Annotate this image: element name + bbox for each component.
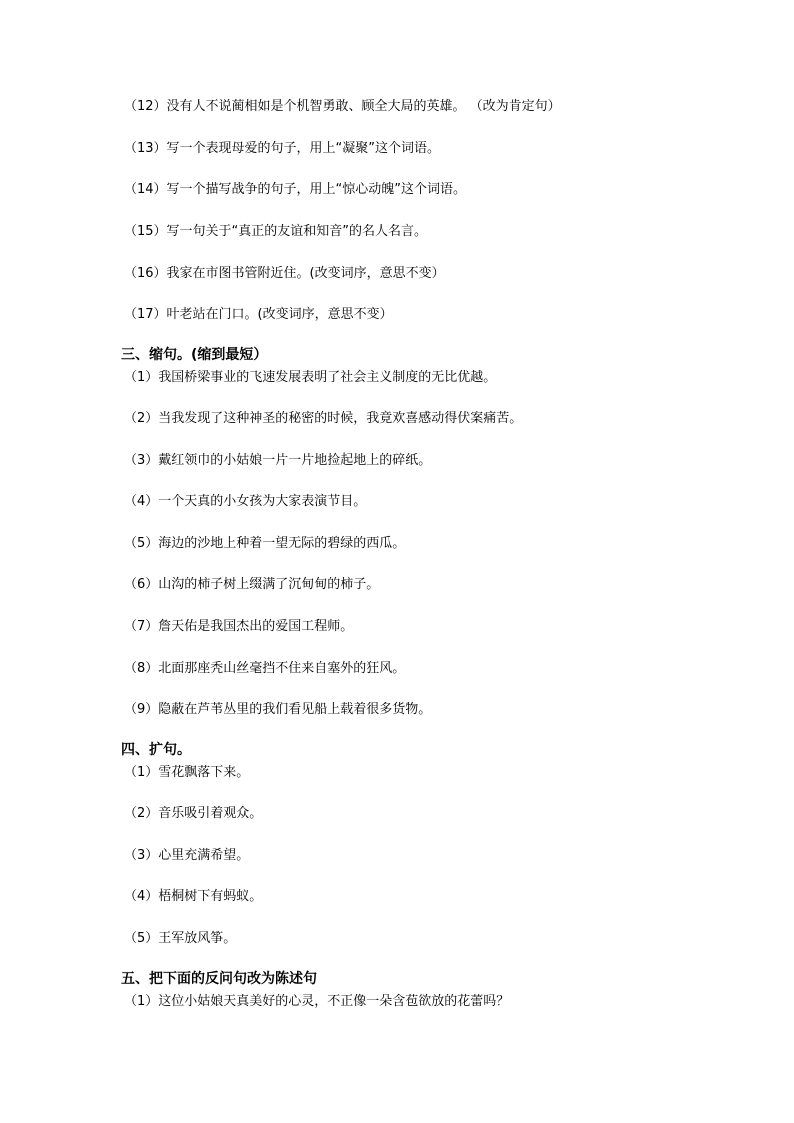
exercise-item-12: （12）没有人不说蔺相如是个机智勇敢、顾全大局的英雄。 （改为肯定句） [124,99,561,114]
section-4-item-3: （3）心里充满希望。 [124,848,250,863]
section-4-item-2: （2）音乐吸引着观众。 [124,806,263,821]
section-5-item-1: （1）这位小姑娘天真美好的心灵，不正像一朵含苞欲放的花蕾吗？ [124,994,510,1009]
section-3-item-6: （6）山沟的柿子树上缀满了沉甸甸的柿子。 [124,577,380,592]
section-4-item-4: （4）梧桐树下有蚂蚁。 [124,889,263,904]
section-4-heading: 四、扩句。 [121,742,191,758]
section-3-item-4: （4）一个天真的小女孩为大家表演节目。 [124,494,367,509]
exercise-item-13: （13）写一个表现母爱的句子，用上“凝聚”这个词语。 [124,141,441,156]
exercise-item-17: （17）叶老站在门口。(改变词序，意思不变） [124,307,393,322]
section-5-heading: 五、把下面的反问句改为陈述句 [121,971,317,987]
section-3-item-7: （7）詹天佑是我国杰出的爱国工程师。 [124,619,354,634]
section-4-item-5: （5）王军放风筝。 [124,931,237,946]
exercise-item-15: （15）写一句关于“真正的友谊和知音”的名人名言。 [124,224,428,239]
exercise-item-14: （14）写一个描写战争的句子，用上“惊心动魄”这个词语。 [124,182,467,197]
section-3-heading: 三、缩句。(缩到最短） [121,347,268,363]
section-3-item-1: （1）我国桥梁事业的飞速发展表明了社会主义制度的无比优越。 [124,370,497,385]
section-3-item-9: （9）隐蔽在芦苇丛里的我们看见船上载着很多货物。 [124,702,432,717]
exercise-item-16: （16）我家在市图书管附近住。(改变词序，意思不变） [124,266,445,281]
section-3-item-3: （3）戴红领巾的小姑娘一片一片地捡起地上的碎纸。 [124,453,432,468]
section-3-item-8: （8）北面那座秃山丝毫挡不住来自塞外的狂风。 [124,661,406,676]
section-3-item-2: （2）当我发现了这种神圣的秘密的时候，我竟欢喜感动得伏案痛苦。 [124,411,523,426]
section-3-item-5: （5）海边的沙地上种着一望无际的碧绿的西瓜。 [124,536,406,551]
section-4-item-1: （1）雪花飘落下来。 [124,765,250,780]
